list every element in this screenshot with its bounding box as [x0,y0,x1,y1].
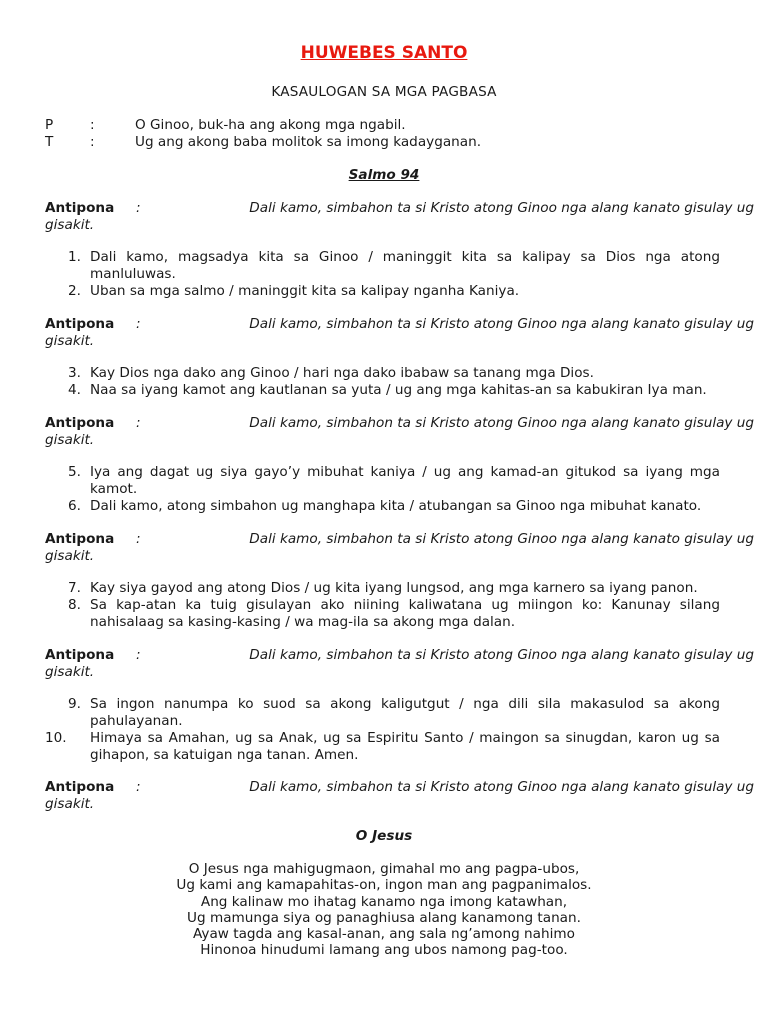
response-separator: : [90,134,95,150]
verse-text: Kay siya gayod ang atong Dios / ug kita iyang lungsod, ang mga karnero sa iyang panon. [90,580,698,596]
verse-item [45,464,720,498]
verse-text: Himaya sa Amahan, ug sa Anak, ug sa Espiritu Santo / maingon sa sinugdan, karon ug sa gihapon, sa katuigan nga tanan. Amen. [90,730,720,763]
antipona-block [45,415,755,449]
verse-text: Kay Dios nga dako ang Ginoo / hari nga dako ibabaw sa tanang mga Dios. [90,365,594,381]
antipona-text: Dali kamo, simbahon ta si Kristo atong Ginoo nga alang kanato gisulay ug [249,316,755,332]
verse-item [45,365,720,382]
antipona-label: Antipona [45,415,115,431]
antipona-text: Dali kamo, simbahon ta si Kristo atong Ginoo nga alang kanato gisulay ug [249,415,755,431]
verse-number: 3. [68,365,81,381]
antipona-text-end: gisakit. [45,796,95,812]
antipona-label: Antipona [45,779,115,795]
response-speaker: T [45,134,54,150]
verse-text: Uban sa mga salmo / maninggit kita sa kalipay nganha Kaniya. [90,283,520,299]
verse-number: 1. [68,249,81,265]
hymn-line: Hinonoa hinudumi lamang ang ubos namong pag-too. [200,942,568,959]
antipona-block [45,531,755,565]
verse-text: Sa ingon nanumpa ko suod sa akong kaligutgut / nga dili sila makasulod sa akong pahulayanan. [90,696,720,729]
hymn-line: Ayaw tagda ang kasal-anan, ang sala ng’among nahimo [193,926,575,943]
antipona-text: Dali kamo, simbahon ta si Kristo atong Ginoo nga alang kanato gisulay ug [249,647,755,663]
verse-text: Sa kap-atan ka tuig gisulayan ako niining kaliwatana ug miingon ko: Kanunay silang nahisalaag sa kasing-kasing / wa mag-ila sa akong mga dalan. [90,597,720,630]
verse-number: 6. [68,498,81,514]
hymn-title: O Jesus [355,828,413,844]
antipona-block [45,200,755,234]
verse-item [45,498,720,515]
verse-number: 9. [68,696,81,712]
verse-text: Iya ang dagat ug siya gayo’y mibuhat kaniya / ug ang kamad-an gitukod sa iyang mga kamot. [90,464,720,497]
antipona-text-end: gisakit. [45,664,95,680]
antipona-separator: : [136,316,141,332]
antipona-text-end: gisakit. [45,548,95,564]
antipona-block [45,316,755,350]
antipona-text-end: gisakit. [45,432,95,448]
hymn-line: Ug kami ang kamapahitas-on, ingon man ang pagpanimalos. [176,877,592,894]
verse-text: Dali kamo, magsadya kita sa Ginoo / maninggit kita sa kalipay sa Dios nga atong manluluwas. [90,249,720,282]
antipona-label: Antipona [45,316,115,332]
verse-number: 5. [68,464,81,480]
verse-item [45,696,720,730]
verse-item [45,382,720,399]
hymn-line: Ang kalinaw mo ihatag kanamo nga imong katawhan, [200,893,568,910]
hymn-stanza [0,861,768,959]
verse-number: 8. [68,597,81,613]
verse-item [45,730,720,764]
antipona-text: Dali kamo, simbahon ta si Kristo atong Ginoo nga alang kanato gisulay ug [249,200,755,216]
verse-item [45,249,720,283]
verse-item [45,283,720,300]
antipona-separator: : [136,647,141,663]
antipona-separator: : [136,200,141,216]
hymn-line: Ug mamunga siya og panaghiusa alang kanamong tanan. [187,909,581,926]
antipona-text: Dali kamo, simbahon ta si Kristo atong Ginoo nga alang kanato gisulay ug [249,779,755,795]
verse-text: Dali kamo, atong simbahon ug manghapa kita / atubangan sa Ginoo nga mibuhat kanato. [90,498,702,514]
antipona-text-end: gisakit. [45,217,95,233]
verse-number: 7. [68,580,81,596]
verse-item [45,580,720,597]
verse-item [45,597,720,631]
psalm-title: Salmo 94 [348,167,420,183]
response-separator: : [90,117,95,133]
antipona-block [45,647,755,681]
antipona-text-end: gisakit. [45,333,95,349]
document-subtitle: KASAULOGAN SA MGA PAGBASA [271,84,497,100]
antipona-text: Dali kamo, simbahon ta si Kristo atong Ginoo nga alang kanato gisulay ug [249,531,755,547]
verse-number: 4. [68,382,81,398]
response-text: O Ginoo, buk-ha ang akong mga ngabil. [135,117,406,133]
hymn-line: O Jesus nga mahigugmaon, gimahal mo ang pagpa-ubos, [188,861,580,877]
verse-number: 2. [68,283,81,299]
antipona-label: Antipona [45,531,115,547]
verse-number: 10. [45,730,67,746]
antipona-separator: : [136,531,141,547]
response-text: Ug ang akong baba molitok sa imong kadayganan. [135,134,482,150]
antipona-block [45,779,755,813]
antipona-separator: : [136,779,141,795]
antipona-label: Antipona [45,200,115,216]
document-title: HUWEBES SANTO [300,43,468,63]
antipona-separator: : [136,415,141,431]
verse-text: Naa sa iyang kamot ang kautlanan sa yuta / ug ang mga kahitas-an sa kabukiran Iya man. [90,382,707,398]
response-speaker: P [45,117,54,133]
antipona-label: Antipona [45,647,115,663]
